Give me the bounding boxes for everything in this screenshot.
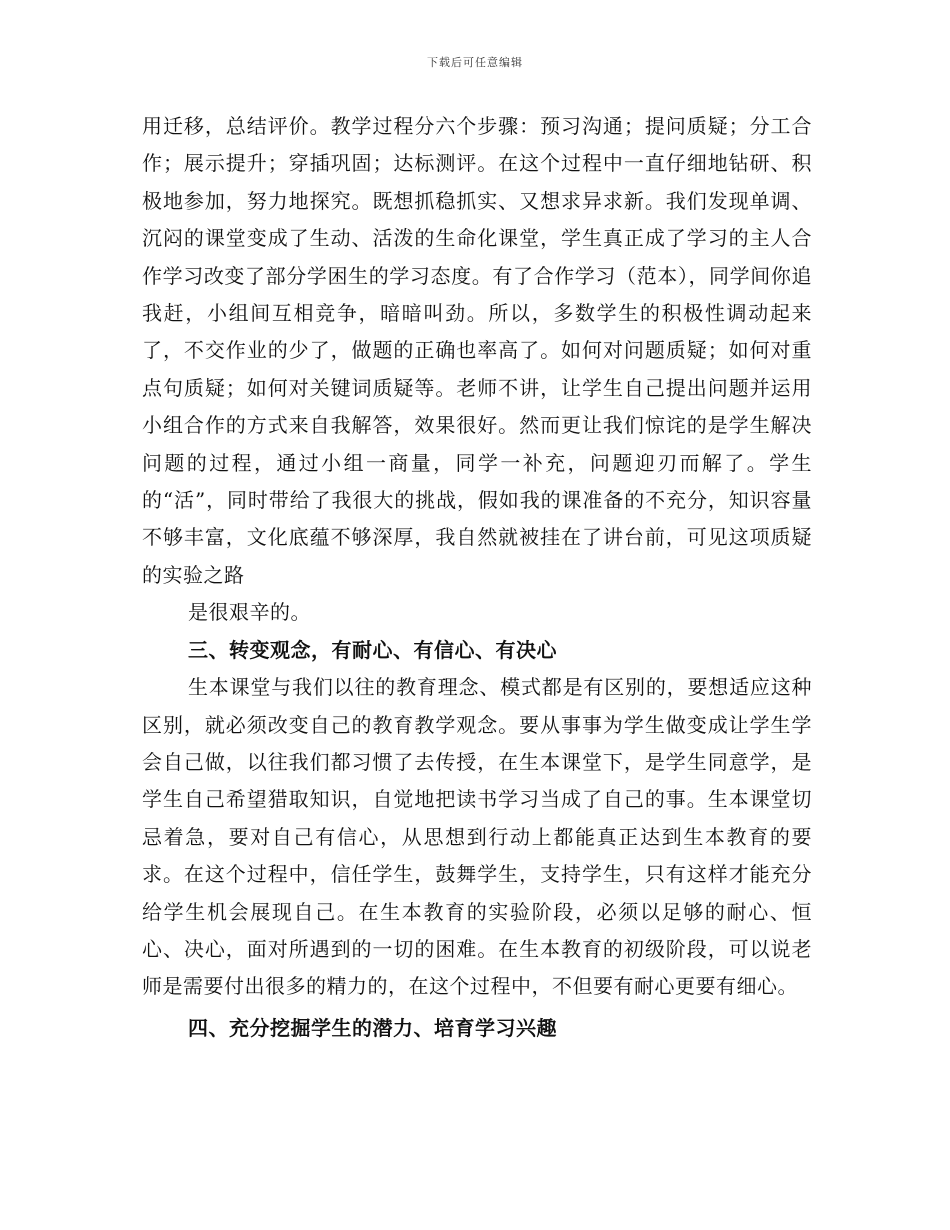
section-heading-four: 四、充分挖掘学生的潜力、培育学习兴趣	[188, 1015, 557, 1040]
section-heading-three: 三、转变观念，有耐心、有信心、有决心	[188, 637, 557, 662]
paragraph-change-concept: 生本课堂与我们以往的教育理念、模式都是有区别的，要想适应这种区别，就必须改变自己的教育教学观念。要从事事为学生做变成让学生学会自己做，以往我们都习惯了去传授，在生本课堂下，是学生同意学，是学生自己希望猎取知识，自觉地把读书学习当成了自己的事。生本课堂切忌着急，要对自己有信心，从思想到行动上都能真正达到生本教育的要求。在这个过程中，信任学生，鼓舞学生，支持学生，只有这样才能充分给学生机会展现自己。在生本教育的实验阶段，必须以足够的耐心、恒心、决心，面对所遇到的一切的困难。在生本教育的初级阶段，可以说老师是需要付出很多的精力的，在这个过程中，不但要有耐心更要有细心。	[142, 675, 812, 999]
page-header: 下载后可任意编辑	[427, 56, 523, 69]
document-body	[142, 108, 812, 1047]
paragraph-teaching-process: 用迁移，总结评价。教学过程分六个步骤：预习沟通；提问质疑；分工合作；展示提升；穿插巩固；达标测评。在这个过程中一直仔细地钻研、积极地参加，努力地探究。既想抓稳抓实、又想求异求新。我们发现单调、沉闷的课堂变成了生动、活泼的生命化课堂，学生真正成了学习的主人合作学习改变了部分学困生的学习态度。有了合作学习（范本），同学间你追我赶，小组间互相竞争，暗暗叫劲。所以，多数学生的积极性调动起来了，不交作业的少了，做题的正确也率高了。如何对问题质疑；如何对重点句质疑；如何对关键词质疑等。老师不讲，让学生自己提出问题并运用小组合作的方式来自我解答，效果很好。然而更让我们惊诧的是学生解决问题的过程，通过小组一商量，同学一补充，问题迎刃而解了。学生的“活”，同时带给了我很大的挑战，假如我的课准备的不充分，知识容量不够丰富，文化底蕴不够深厚，我自然就被挂在了讲台前，可见这项质疑的实验之路	[142, 114, 812, 587]
paragraph-teaching-process-tail: 是很艰辛的。	[188, 600, 311, 625]
